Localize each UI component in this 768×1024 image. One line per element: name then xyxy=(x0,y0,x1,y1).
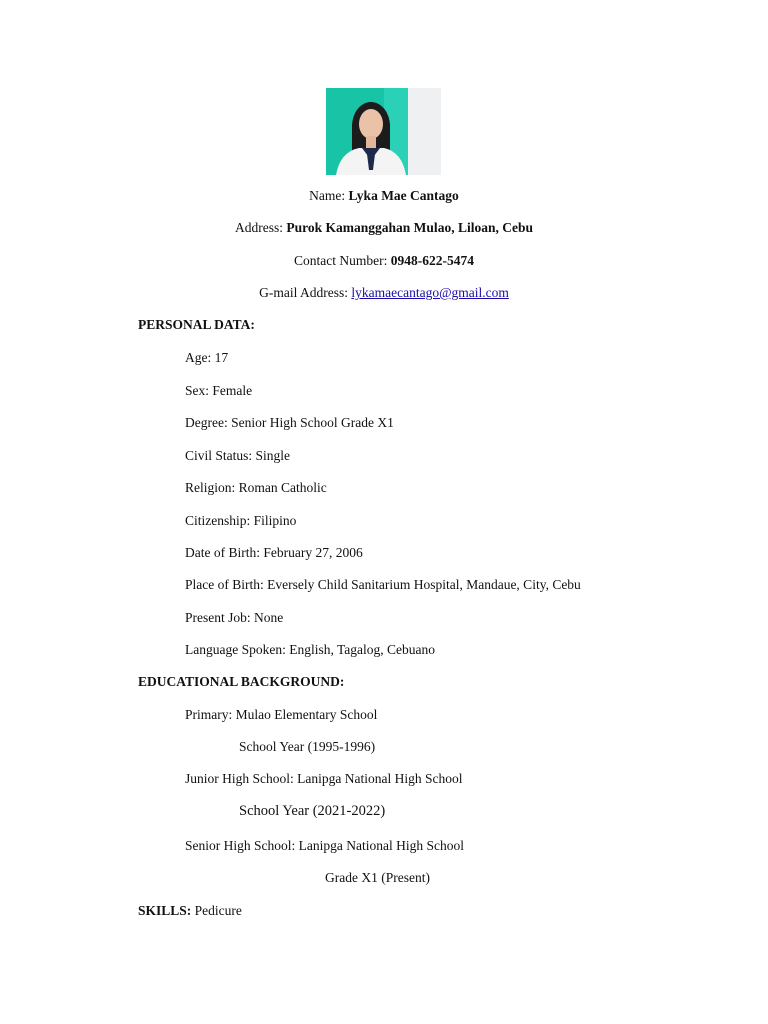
personal-data-heading: PERSONAL DATA: xyxy=(138,317,255,332)
contact-line xyxy=(0,253,768,269)
personal-item-sex: Sex: Female xyxy=(185,383,253,398)
personal-item-degree: Degree: Senior High School Grade X1 xyxy=(185,415,394,430)
education-junior-year: School Year (2021-2022) xyxy=(239,803,386,819)
education-heading: EDUCATIONAL BACKGROUND: xyxy=(138,674,345,689)
gmail-line xyxy=(0,285,768,301)
name-line xyxy=(0,188,768,204)
profile-photo xyxy=(326,88,441,175)
skills-line xyxy=(138,903,242,919)
education-primary: Primary: Mulao Elementary School xyxy=(185,707,378,722)
education-senior: Senior High School: Lanipga National High School xyxy=(185,838,464,853)
education-primary-year: School Year (1995-1996) xyxy=(239,739,376,754)
personal-item-religion: Religion: Roman Catholic xyxy=(185,480,327,495)
profile-photo-graphic xyxy=(326,88,441,175)
name-label: Name: xyxy=(309,188,349,203)
personal-item-age: Age: 17 xyxy=(185,350,229,365)
contact-label: Contact Number: xyxy=(294,253,391,268)
skills-heading: SKILLS: xyxy=(138,903,192,918)
personal-item-civil-status: Civil Status: Single xyxy=(185,448,291,463)
address-line xyxy=(0,220,768,236)
skills-value: Pedicure xyxy=(191,903,242,918)
gmail-label: G-mail Address: xyxy=(259,285,352,300)
personal-item-present-job: Present Job: None xyxy=(185,610,284,625)
personal-item-place-of-birth: Place of Birth: Eversely Child Sanitarium Hospital, Mandaue, City, Cebu xyxy=(185,577,581,592)
gmail-link[interactable]: lykamaecantago@gmail.com xyxy=(351,285,509,300)
personal-item-language: Language Spoken: English, Tagalog, Cebuano xyxy=(185,642,436,657)
personal-item-date-of-birth: Date of Birth: February 27, 2006 xyxy=(185,545,363,560)
education-junior: Junior High School: Lanipga National High School xyxy=(185,771,463,786)
address-value: Purok Kamanggahan Mulao, Liloan, Cebu xyxy=(286,220,533,235)
address-label: Address: xyxy=(235,220,287,235)
personal-item-citizenship: Citizenship: Filipino xyxy=(185,513,297,528)
contact-value: 0948-622-5474 xyxy=(390,253,474,268)
education-senior-year: Grade X1 (Present) xyxy=(325,870,430,885)
name-value: Lyka Mae Cantago xyxy=(348,188,459,203)
